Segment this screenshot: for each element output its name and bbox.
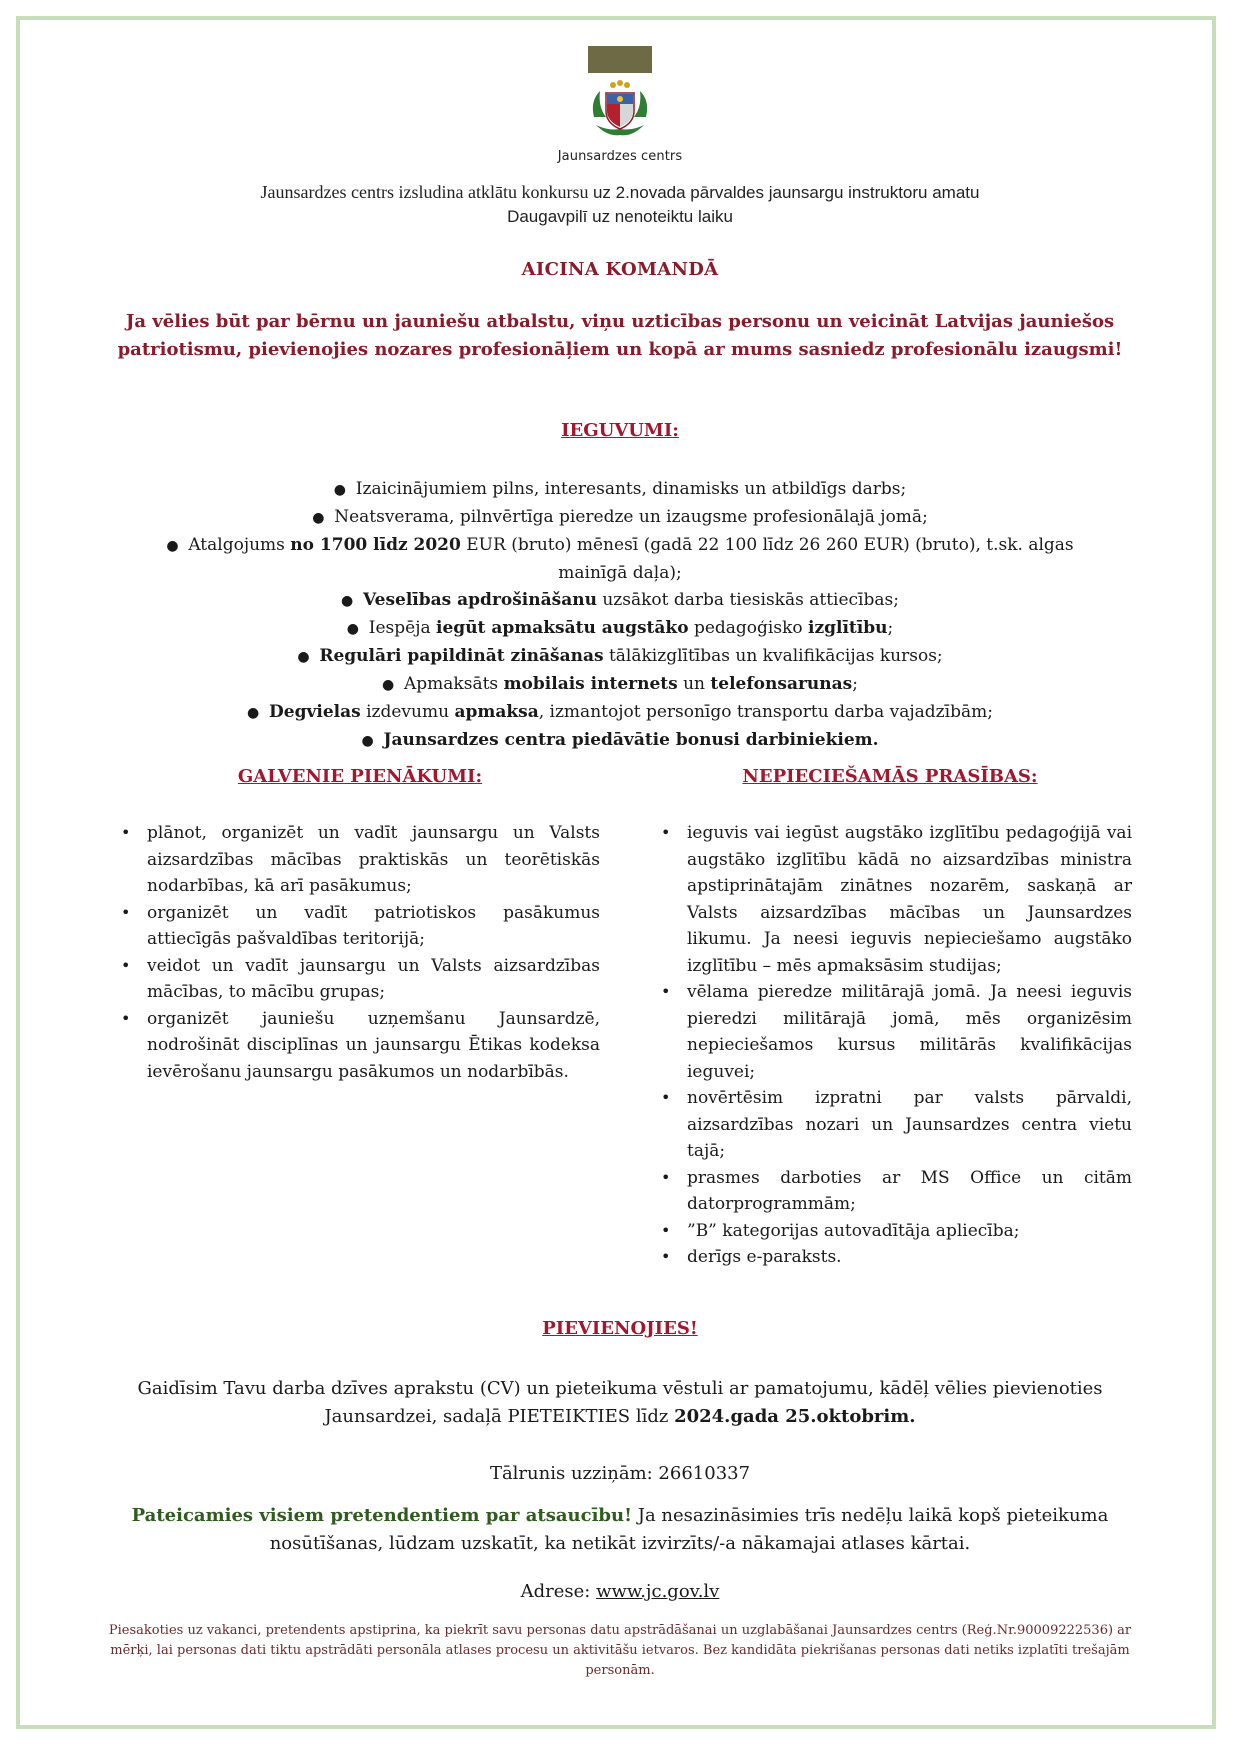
lead-line-1: Ja vēlies būt par bērnu un jauniešu atbalstu, viņu uzticības personu un veicināt Latvijas jauniešos xyxy=(125,311,1115,332)
benefit-bold: iegūt apmaksātu augstāko xyxy=(436,618,689,638)
aicina-heading: AICINA KOMANDĀ xyxy=(521,259,719,280)
coat-of-arms-icon xyxy=(588,77,652,141)
benefit-text: Iespēja xyxy=(368,618,437,638)
benefit-text: izdevumu xyxy=(360,702,455,722)
benefit-text: mainīgā daļa); xyxy=(558,563,682,583)
benefit-text: , izmantojot personīgo transportu darba vajadzībām; xyxy=(538,702,993,722)
list-item: • veidot un vadīt jaunsargu un Valsts aizsardzības mācības, to mācību grupas; xyxy=(118,953,600,1006)
logo xyxy=(0,46,1240,164)
privacy-line-3: personām. xyxy=(585,1663,655,1678)
logo-caption: Jaunsardzes centrs xyxy=(557,149,683,164)
list-item: • derīgs e-paraksts. xyxy=(658,1244,1132,1271)
list-item-continuation xyxy=(140,560,1100,587)
benefit-bold: Degvielas xyxy=(269,702,361,722)
logo-bar xyxy=(588,46,652,73)
cv-line-1: Gaidīsim Tavu darba dzīves aprakstu (CV) un pieteikuma vēstuli ar pamatojumu, kādēļ vēlies pievienoties xyxy=(137,1378,1103,1399)
benefit-bold: telefonsarunas xyxy=(710,674,853,694)
list-item: • novērtēsim izpratni par valsts pārvaldi, aizsardzības nozari un Jaunsardzes centra vietu tajā; xyxy=(658,1085,1132,1165)
thanks-line-1 xyxy=(100,1502,1140,1530)
list-item: • plānot, organizēt un vadīt jaunsargu un Valsts aizsardzības mācības praktiskās un teorētiskās nodarbības, kā arī pasākumus; xyxy=(118,820,600,900)
benefit-text: Neatsverama, pilnvērtīga pieredze un izaugsme profesionālajā jomā; xyxy=(334,507,928,527)
benefit-text: Izaicinājumiem pilns, interesants, dinamisks un atbildīgs darbs; xyxy=(355,479,907,499)
address-line xyxy=(100,1578,1140,1606)
list-item: • prasmes darboties ar MS Office un citām datorprogrammām; xyxy=(658,1165,1132,1218)
benefit-text: Apmaksāts xyxy=(404,674,504,694)
intro-line-2: Daugavpilī uz nenoteiktu laiku xyxy=(507,207,733,226)
list-item: ● Veselības apdrošināšanu uzsākot darba tiesiskās attiecības; xyxy=(341,590,899,610)
privacy-line-1: Piesakoties uz vakanci, pretendents apstiprina, ka piekrīt savu personas datu apstrādāšanai un uzglabāšanai Jaunsardzes centrs (Reģ.Nr.90009222536) ar xyxy=(108,1623,1132,1638)
website-link[interactable]: www.jc.gov.lv xyxy=(596,1581,720,1602)
duties-heading: GALVENIE PIENĀKUMI: xyxy=(237,766,483,787)
benefit-bold: Jaunsardzes centra piedāvātie bonusi darbiniekiem. xyxy=(383,730,879,750)
list-item: ● Degvielas izdevumu apmaksa, izmantojot personīgo transportu darba vajadzībām; xyxy=(247,702,993,722)
list-item: ● Jaunsardzes centra piedāvātie bonusi darbiniekiem. xyxy=(361,730,879,750)
benefits-list xyxy=(140,476,1100,755)
duties-list xyxy=(118,820,600,1085)
benefit-bold: apmaksa xyxy=(454,702,539,722)
thanks-line-2: nosūtīšanas, lūdzam uzskatīt, ka netikāt izvirzīts/-a nākamajai atlases kārtai. xyxy=(269,1533,971,1554)
benefit-text: ; xyxy=(852,674,858,694)
benefit-bold: no 1700 līdz 2020 xyxy=(290,535,461,555)
benefits-heading: IEGUVUMI: xyxy=(561,420,679,441)
benefit-bold: mobilais internets xyxy=(503,674,678,694)
benefit-bold: Regulāri papildināt zināšanas xyxy=(319,646,604,666)
list-item: ● Neatsverama, pilnvērtīga pieredze un izaugsme profesionālajā jomā; xyxy=(312,507,928,527)
benefit-text: un xyxy=(677,674,711,694)
benefit-bold: izglītību xyxy=(808,618,888,638)
privacy-line-2: mērķi, lai personas dati tiktu apstrādāti personāla atlases procesu un aktivitāšu ietvaros. Bez kandidāta piekrišanas personas dati netiks izplatīti trešajām xyxy=(110,1643,1130,1658)
benefits-heading-wrap xyxy=(0,420,1240,441)
requirements-heading: NEPIECIEŠAMĀS PRASĪBAS: xyxy=(742,766,1038,787)
benefit-text: uzsākot darba tiesiskās attiecības; xyxy=(596,590,899,610)
phone-line: Tālrunis uzziņām: 26610337 xyxy=(489,1463,751,1484)
list-item: • ieguvis vai iegūst augstāko izglītību pedagoģijā vai augstāko izglītību kādā no aizsardzības ministra apstiprinātajām zinātnes nozarēm, saskaņā ar Valsts aizsardzības mācības un Jaunsardzes likumu. Ja neesi ieguvis nepieciešamo augstāko izglītību – mēs apmaksāsim studijas; xyxy=(658,820,1132,979)
list-item: • ”B” kategorijas autovadītāja apliecība; xyxy=(658,1218,1132,1245)
deadline: 2024.gada 25.oktobrim. xyxy=(674,1406,916,1427)
list-item: ● Apmaksāts mobilais internets un telefonsarunas; xyxy=(382,674,858,694)
cv-text: Jaunsardzei, sadaļā PIETEIKTIES līdz xyxy=(324,1406,675,1427)
intro-line-1a: Jaunsardzes centrs izsludina atklātu konkursu xyxy=(260,182,593,202)
cv-paragraph xyxy=(100,1375,1140,1431)
benefit-text: ; xyxy=(887,618,894,638)
address-label: Adrese: xyxy=(520,1581,597,1602)
join-heading: PIEVIENOJIES! xyxy=(542,1318,698,1339)
list-item: • organizēt un vadīt patriotiskos pasākumus attiecīgās pašvaldības teritorijā; xyxy=(118,900,600,953)
list-item: • vēlama pieredze militārajā jomā. Ja neesi ieguvis pieredzi militārajā jomā, mēs organizēsim nepieciešamos kursus militārās kvalifikācijas ieguvei; xyxy=(658,979,1132,1085)
list-item: • organizēt jauniešu uzņemšanu Jaunsardzē, nodrošināt disciplīnas un jaunsargu Ētikas kodeksa ievērošanu jaunsargu pasākumos un nodarbībās. xyxy=(118,1006,600,1086)
lead-line-2: patriotismu, pievienojies nozares profesionāļiem un kopā ar mums sasniedz profesionālu izaugsmi! xyxy=(117,339,1123,360)
list-item: ● Izaicinājumiem pilns, interesants, dinamisks un atbildīgs darbs; xyxy=(333,479,907,499)
list-item: ● Regulāri papildināt zināšanas tālākizglītības un kvalifikācijas kursos; xyxy=(297,646,943,666)
join-heading-wrap xyxy=(0,1318,1240,1339)
thanks-text: Ja nesazināsimies trīs nedēļu laikā kopš pieteikuma xyxy=(632,1505,1109,1526)
thanks-paragraph xyxy=(100,1502,1140,1558)
intro-line-1 xyxy=(0,180,1240,205)
cv-line-2 xyxy=(100,1403,1140,1431)
benefit-text: EUR (bruto) mēnesī (gadā 22 100 līdz 26 260 EUR) (bruto), t.sk. algas xyxy=(460,535,1074,555)
benefit-text: tālākizglītības un kvalifikācijas kursos; xyxy=(603,646,943,666)
benefit-text: pedagoģisko xyxy=(688,618,809,638)
list-item: ● Atalgojums no 1700 līdz 2020 EUR (bruto) mēnesī (gadā 22 100 līdz 26 260 EUR) (bruto), t.sk. algas xyxy=(166,535,1074,555)
lead-text xyxy=(0,308,1240,364)
privacy-note xyxy=(40,1621,1200,1681)
list-item: ● Iespēja iegūt apmaksātu augstāko pedagoģisko izglītību; xyxy=(346,618,894,638)
benefit-bold: Veselības apdrošināšanu xyxy=(363,590,597,610)
benefit-text: Atalgojums xyxy=(188,535,291,555)
intro-line-1b: uz 2.novada pārvaldes jaunsargu instruktoru amatu xyxy=(592,183,980,202)
thanks-bold: Pateicamies visiem pretendentiem par atsaucību! xyxy=(131,1505,632,1526)
requirements-list xyxy=(658,820,1132,1271)
intro-text xyxy=(0,180,1240,229)
